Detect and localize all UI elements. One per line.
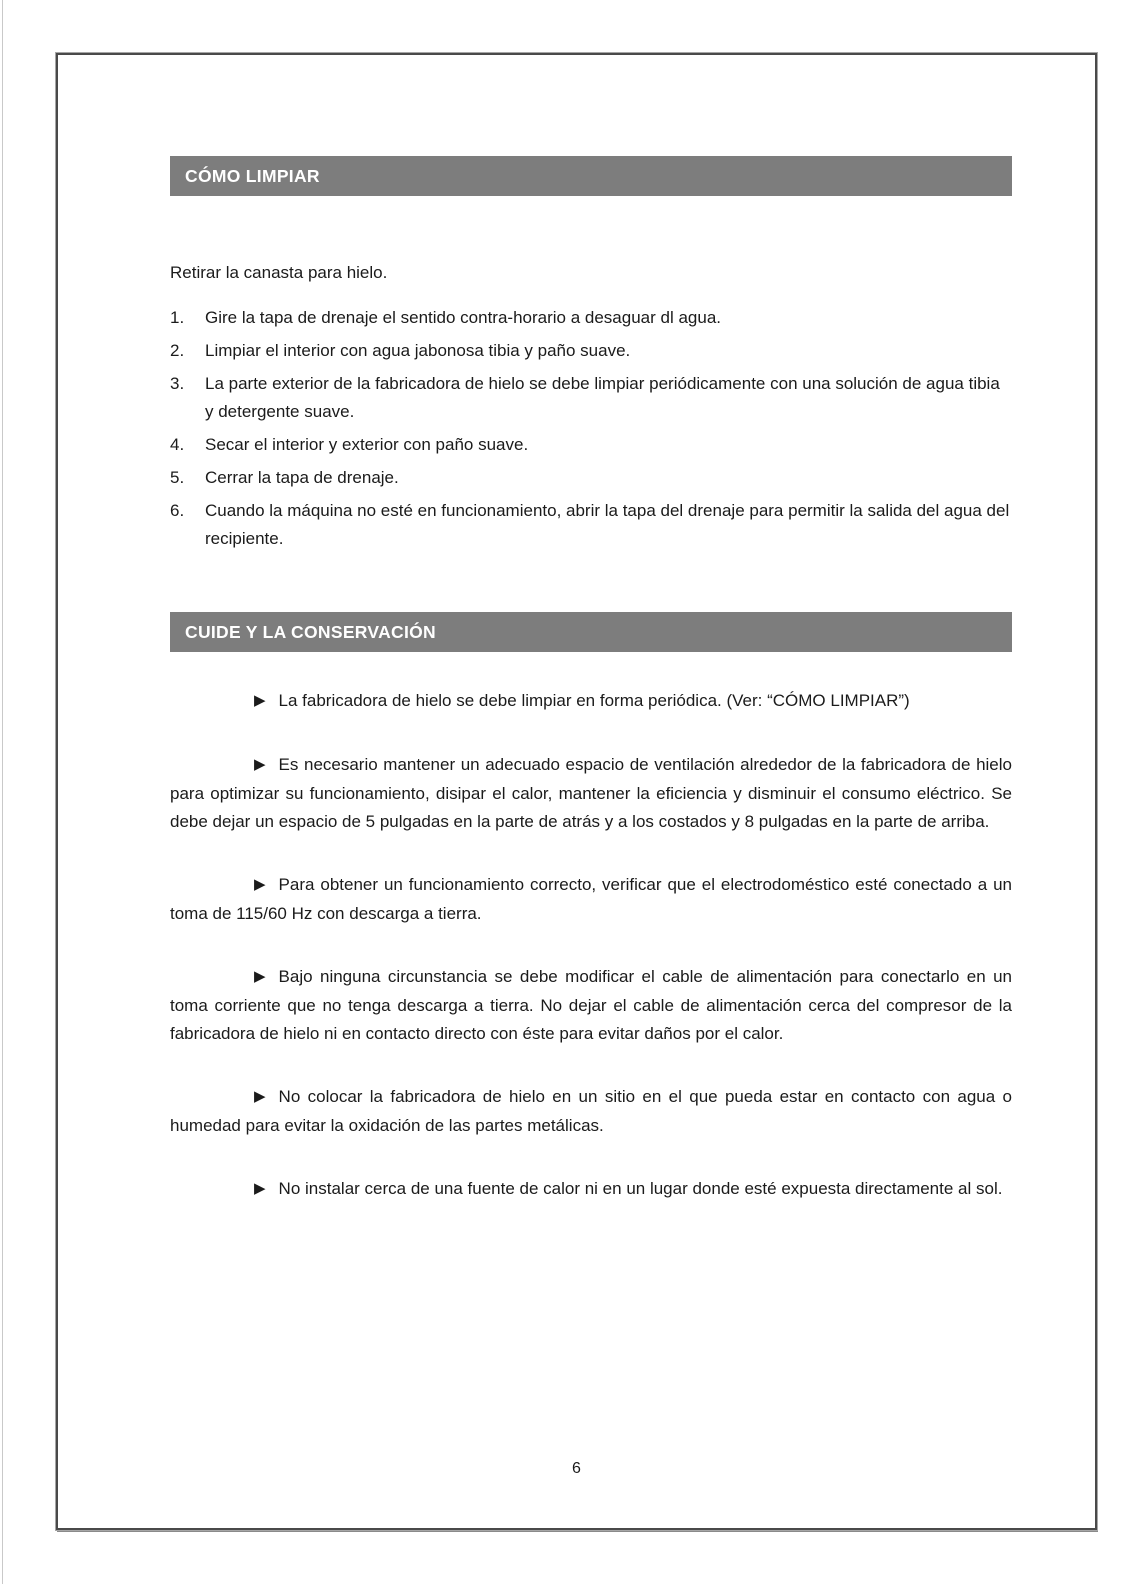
list-item-number: 5. <box>170 468 185 487</box>
section-header-cuide-conservacion <box>170 612 1012 652</box>
section-title: CÓMO LIMPIAR <box>185 166 320 186</box>
list-item-number: 3. <box>170 374 185 393</box>
list-item-number: 4. <box>170 435 185 454</box>
care-bullet-list <box>170 687 1012 1204</box>
bullet-paragraph <box>170 871 1012 928</box>
section-title: CUIDE Y LA CONSERVACIÓN <box>185 622 436 642</box>
bullet-triangle-icon: ▶ <box>254 1180 266 1197</box>
bullet-triangle-icon: ▶ <box>254 1088 266 1105</box>
list-item <box>170 431 1012 459</box>
bullet-triangle-icon: ▶ <box>254 756 266 773</box>
cleaning-steps-list <box>170 304 1012 553</box>
list-item-number: 6. <box>170 501 185 520</box>
bullet-triangle-icon: ▶ <box>254 692 266 709</box>
list-item-text: Cerrar la tapa de drenaje. <box>205 468 399 487</box>
section-header-como-limpiar <box>170 156 1012 196</box>
bullet-text: Para obtener un funcionamiento correcto, verificar que el electrodoméstico esté conectado a un toma de 115/60 Hz con descarga a tierra. <box>170 875 1012 923</box>
bullet-triangle-icon: ▶ <box>254 876 266 893</box>
bullet-paragraph <box>170 751 1012 836</box>
list-item <box>170 304 1012 332</box>
bullet-paragraph <box>170 963 1012 1048</box>
bullet-paragraph <box>170 1175 1012 1204</box>
list-item-number: 2. <box>170 341 185 360</box>
bullet-text: Bajo ninguna circunstancia se debe modificar el cable de alimentación para conectarlo en un toma corriente que no tenga descarga a tierra. No dejar el cable de alimentación cerca del compresor de la fabricadora de hielo ni en contacto directo con éste para evitar daños por el calor. <box>170 967 1012 1043</box>
list-item-text: Cuando la máquina no esté en funcionamiento, abrir la tapa del drenaje para permitir la salida del agua del recipiente. <box>205 501 1010 548</box>
list-item <box>170 337 1012 365</box>
list-item <box>170 464 1012 492</box>
page-number: 6 <box>572 1460 581 1477</box>
list-item-text: La parte exterior de la fabricadora de hielo se debe limpiar periódicamente con una solución de agua tibia y detergente suave. <box>205 374 1000 421</box>
bullet-paragraph <box>170 1083 1012 1140</box>
bullet-triangle-icon: ▶ <box>254 968 266 985</box>
intro-text: Retirar la canasta para hielo. <box>170 263 388 282</box>
document-page <box>56 53 1097 1530</box>
list-item <box>170 370 1012 426</box>
list-item-text: Gire la tapa de drenaje el sentido contra-horario a desaguar dl agua. <box>205 308 722 327</box>
list-item-text: Secar el interior y exterior con paño suave. <box>205 435 529 454</box>
bullet-text: La fabricadora de hielo se debe limpiar en forma periódica. (Ver: “CÓMO LIMPIAR”) <box>278 691 910 710</box>
bullet-text: Es necesario mantener un adecuado espacio de ventilación alrededor de la fabricadora de hielo para optimizar su funcionamiento, disipar el calor, mantener la eficiencia y disminuir el consumo eléctrico. Se debe dejar un espacio de 5 pulgadas en la parte de atrás y a los costados y 8 pulgadas en la parte de arriba. <box>170 755 1012 831</box>
bullet-text: No colocar la fabricadora de hielo en un sitio en el que pueda estar en contacto con agua o humedad para evitar la oxidación de las partes metálicas. <box>170 1087 1012 1135</box>
list-item-number: 1. <box>170 308 185 327</box>
list-item-text: Limpiar el interior con agua jabonosa tibia y paño suave. <box>205 341 631 360</box>
page-content <box>58 156 1095 1204</box>
bullet-text: No instalar cerca de una fuente de calor ni en un lugar donde esté expuesta directamente al sol. <box>278 1179 1003 1198</box>
bullet-paragraph <box>170 687 1012 716</box>
list-item <box>170 497 1012 553</box>
scan-edge-artifact <box>2 0 3 1584</box>
